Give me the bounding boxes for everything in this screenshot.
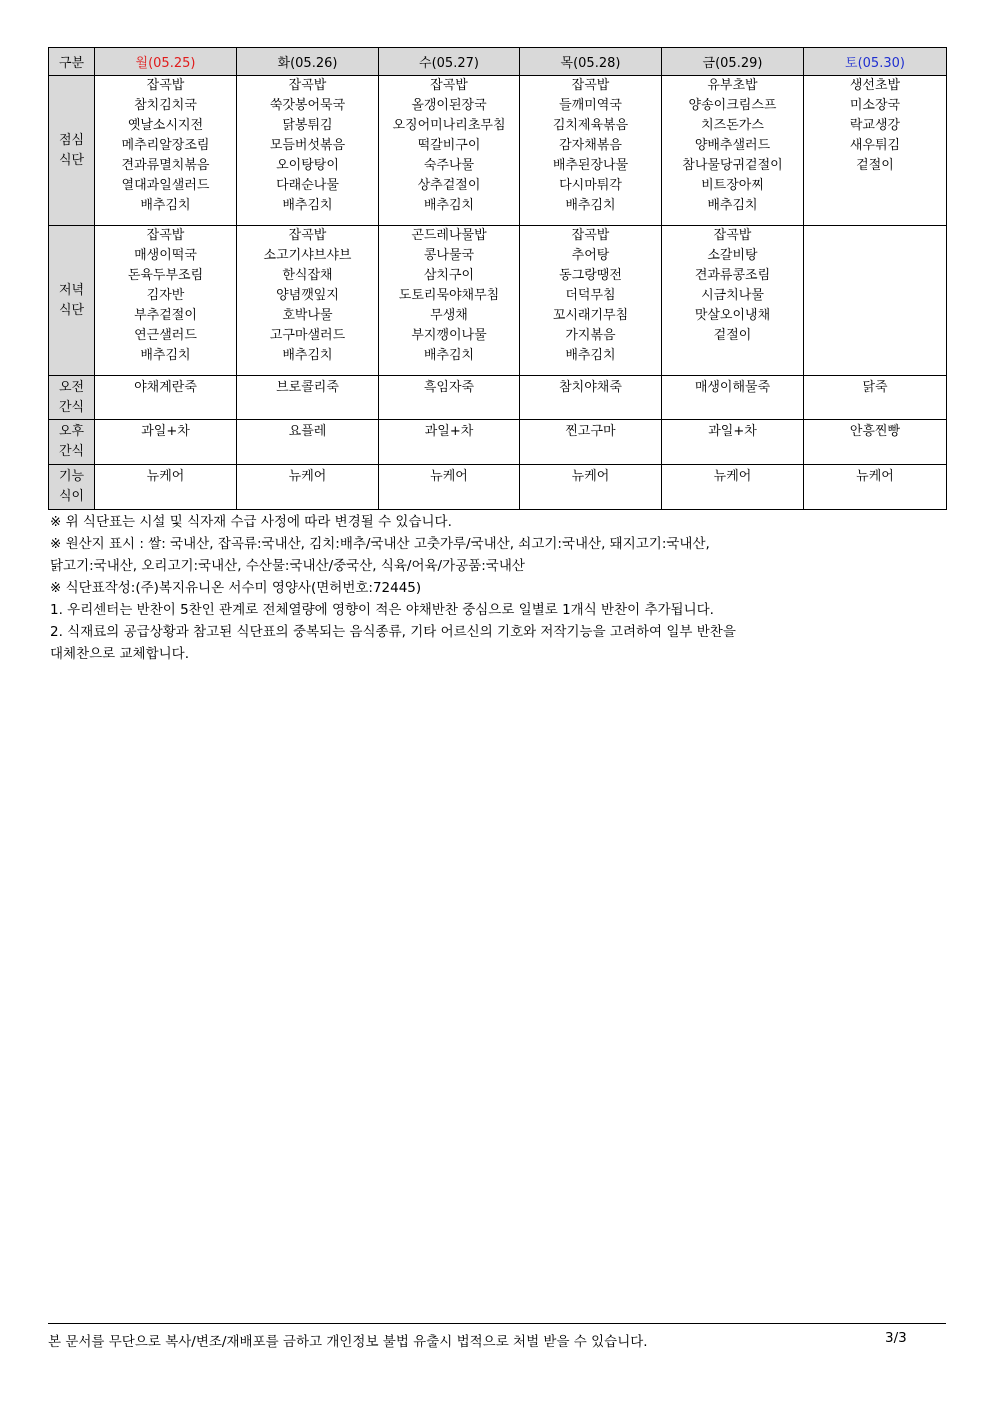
dish-item: 떡갈비구이: [417, 138, 481, 153]
dish-item: 감자채볶음: [559, 138, 622, 153]
day-header-tue: 화(05.26): [237, 48, 379, 76]
dish-item: 고구마샐러드: [269, 328, 346, 343]
dish-item: 삼치구이: [423, 268, 475, 283]
dish-item: 치즈돈가스: [701, 118, 764, 133]
dish-item: 한식잡채: [282, 268, 333, 283]
dish-item: 잡곡밥: [571, 78, 610, 93]
dish-item: 옛날소시지전: [127, 118, 204, 133]
pm-snack-cell: 과일+차: [95, 420, 237, 465]
dish-item: 가지볶음: [565, 328, 616, 343]
dinner-cell: [662, 226, 804, 376]
am-snack-cell: 브로콜리죽: [237, 376, 379, 420]
dish-item: 배추김치: [282, 348, 333, 363]
dish-item: 올갱이된장국: [411, 98, 487, 113]
dish-item: 곤드레나물밥: [411, 228, 487, 243]
dish-item: 연근샐러드: [134, 328, 197, 343]
am-snack-cell: 참치야채죽: [520, 376, 662, 420]
dish-item: 락교생강: [849, 118, 901, 133]
dish-item: 배추김치: [423, 198, 475, 213]
pm-snack-cell: 과일+차: [379, 420, 520, 465]
dish-item: 잡곡밥: [288, 228, 327, 243]
dish-item: 잡곡밥: [571, 228, 610, 243]
lunch-row: [49, 76, 947, 226]
functional-diet-row: [49, 465, 947, 510]
dish-item: 참나물당귀겉절이: [682, 158, 783, 173]
am-snack-cell: 닭죽: [804, 376, 947, 420]
header-row: [49, 48, 947, 76]
lunch-cell: [379, 76, 520, 226]
dish-item: 잡곡밥: [288, 78, 327, 93]
day-header-sat: 토(05.30): [804, 48, 947, 76]
dish-item: 도토리묵야채무침: [398, 288, 500, 303]
pm-snack-row: [49, 420, 947, 465]
pm-snack-cell: 과일+차: [662, 420, 804, 465]
dish-item: 유부초밥: [707, 78, 758, 93]
dish-item: 무생채: [430, 308, 468, 323]
note-line: 대체찬으로 교체합니다.: [50, 646, 189, 662]
pm-snack-row-label: 오후 간식: [49, 420, 95, 465]
dish-item: 견과류멸치볶음: [121, 158, 210, 173]
dish-item: 더덕무침: [565, 288, 616, 303]
dish-item: 잡곡밥: [146, 228, 185, 243]
dish-item: 참치김치국: [134, 98, 197, 113]
dish-item: 소고기샤브샤브: [263, 248, 352, 263]
footer-text: 본 문서를 무단으로 복사/변조/재배포를 금하고 개인정보 불법 유출시 법적으로 처벌 받을 수 있습니다.: [48, 1334, 648, 1350]
dish-item: 김치제육볶음: [552, 118, 629, 133]
am-snack-cell: 야채계란죽: [95, 376, 237, 420]
note-line: ※ 원산지 표시 : 쌀: 국내산, 잡곡류:국내산, 김치:배추/국내산 고춧가루/국내산, 쇠고기:국내산, 돼지고기:국내산,: [50, 536, 710, 552]
dish-item: 생선초밥: [849, 78, 901, 93]
notes-section: [50, 511, 950, 665]
am-snack-row: [49, 376, 947, 420]
dish-item: 닭봉튀김: [282, 118, 333, 133]
dish-item: 매생이떡국: [134, 248, 197, 263]
dish-item: 양념깻잎지: [276, 288, 339, 303]
dish-item: 미소장국: [849, 98, 901, 113]
dish-item: 오징어미나리초무침: [392, 118, 506, 133]
functional-diet-row-label: 기능 식이: [49, 465, 95, 510]
am-snack-row-label: 오전 간식: [49, 376, 95, 420]
functional-diet-cell: 뉴케어: [662, 465, 804, 510]
dish-item: 동그랑땡전: [559, 268, 622, 283]
pm-snack-cell: 요플레: [237, 420, 379, 465]
lunch-cell: [520, 76, 662, 226]
note-line: ※ 위 식단표는 시설 및 식자재 수급 사정에 따라 변경될 수 있습니다.: [50, 514, 452, 530]
dish-item: 잡곡밥: [713, 228, 752, 243]
dish-item: 양송이크림스프: [688, 98, 777, 113]
dish-item: 새우튀김: [849, 138, 901, 153]
note-line: 1. 우리센터는 반찬이 5찬인 관계로 전체열량에 영향이 적은 야채반찬 중심으로 일별로 1개식 반찬이 추가됩니다.: [50, 602, 714, 618]
dish-item: 열대과일샐러드: [121, 178, 210, 193]
dish-item: 비트장아찌: [701, 178, 764, 193]
dish-item: 부지깽이나물: [411, 328, 487, 343]
dish-item: 배추김치: [565, 198, 616, 213]
dish-item: 꼬시래기무침: [552, 308, 629, 323]
dinner-cell: [95, 226, 237, 376]
lunch-cell: [662, 76, 804, 226]
dish-item: 겉절이: [713, 328, 752, 343]
dinner-row-label: 저녁 식단: [49, 226, 95, 376]
dish-item: 배추김치: [423, 348, 475, 363]
dish-item: 들깨미역국: [559, 98, 622, 113]
footer-divider: [48, 1323, 946, 1324]
dish-item: 부추겉절이: [134, 308, 197, 323]
lunch-cell: [804, 76, 947, 226]
dish-item: 맛살오이냉채: [694, 308, 771, 323]
dish-item: 배추된장나물: [552, 158, 629, 173]
dish-item: 잡곡밥: [430, 78, 468, 93]
dish-item: 추어탕: [571, 248, 610, 263]
dish-item: 돈육두부조림: [127, 268, 204, 283]
pm-snack-cell: 찐고구마: [520, 420, 662, 465]
day-header-wed: 수(05.27): [379, 48, 520, 76]
dish-item: 배추김치: [565, 348, 616, 363]
am-snack-cell: 매생이해물죽: [662, 376, 804, 420]
day-header-thu: 목(05.28): [520, 48, 662, 76]
dish-item: 메추리알장조림: [121, 138, 210, 153]
dish-item: 시금치나물: [701, 288, 764, 303]
dish-item: 배추김치: [707, 198, 758, 213]
dish-item: 배추김치: [140, 348, 191, 363]
day-header-fri: 금(05.29): [662, 48, 804, 76]
dish-item: 다시마튀각: [559, 178, 622, 193]
lunch-cell: [237, 76, 379, 226]
note-line: 닭고기:국내산, 오리고기:국내산, 수산물:국내산/중국산, 식육/어육/가공품:국내산: [50, 558, 525, 574]
note-line: 2. 식재료의 공급상황과 참고된 식단표의 중복되는 음식종류, 기타 어르신의 기호와 저작기능을 고려하여 일부 반찬을: [50, 624, 736, 640]
note-line: ※ 식단표작성:(주)복지유니온 서수미 영양사(면허번호:72445): [50, 580, 422, 596]
functional-diet-cell: 뉴케어: [95, 465, 237, 510]
dinner-cell: [379, 226, 520, 376]
dish-item: 상추겉절이: [417, 178, 481, 193]
dish-item: 양배추샐러드: [694, 138, 771, 153]
dish-item: 모듬버섯볶음: [269, 138, 346, 153]
functional-diet-cell: 뉴케어: [804, 465, 947, 510]
dish-item: 쑥갓봉어묵국: [269, 98, 346, 113]
dish-item: 숙주나물: [423, 158, 475, 173]
functional-diet-cell: 뉴케어: [520, 465, 662, 510]
dinner-row: [49, 226, 947, 376]
lunch-cell: [95, 76, 237, 226]
dish-item: 배추김치: [282, 198, 333, 213]
day-header-mon: 월(05.25): [95, 48, 237, 76]
dish-item: 소갈비탕: [707, 248, 758, 263]
category-header: 구분: [49, 48, 95, 76]
dish-item: 김자반: [146, 288, 185, 303]
dish-item: 배추김치: [140, 198, 191, 213]
dinner-cell: [237, 226, 379, 376]
am-snack-cell: 흑임자죽: [379, 376, 520, 420]
dish-item: 오이탕탕이: [276, 158, 339, 173]
page-number: 3/3: [885, 1330, 907, 1346]
functional-diet-cell: 뉴케어: [237, 465, 379, 510]
dish-item: 다래순나물: [276, 178, 339, 193]
dinner-cell: [520, 226, 662, 376]
pm-snack-cell: 안흥찐빵: [804, 420, 947, 465]
dish-item: 콩나물국: [423, 248, 475, 263]
dish-item: 견과류콩조림: [694, 268, 771, 283]
dish-item: 잡곡밥: [146, 78, 185, 93]
dish-item: 겉절이: [856, 158, 894, 173]
lunch-row-label: 점심 식단: [49, 76, 95, 226]
meal-plan-table: [48, 47, 947, 510]
functional-diet-cell: 뉴케어: [379, 465, 520, 510]
dish-item: 호박나물: [282, 308, 333, 323]
dinner-cell: [804, 226, 947, 376]
